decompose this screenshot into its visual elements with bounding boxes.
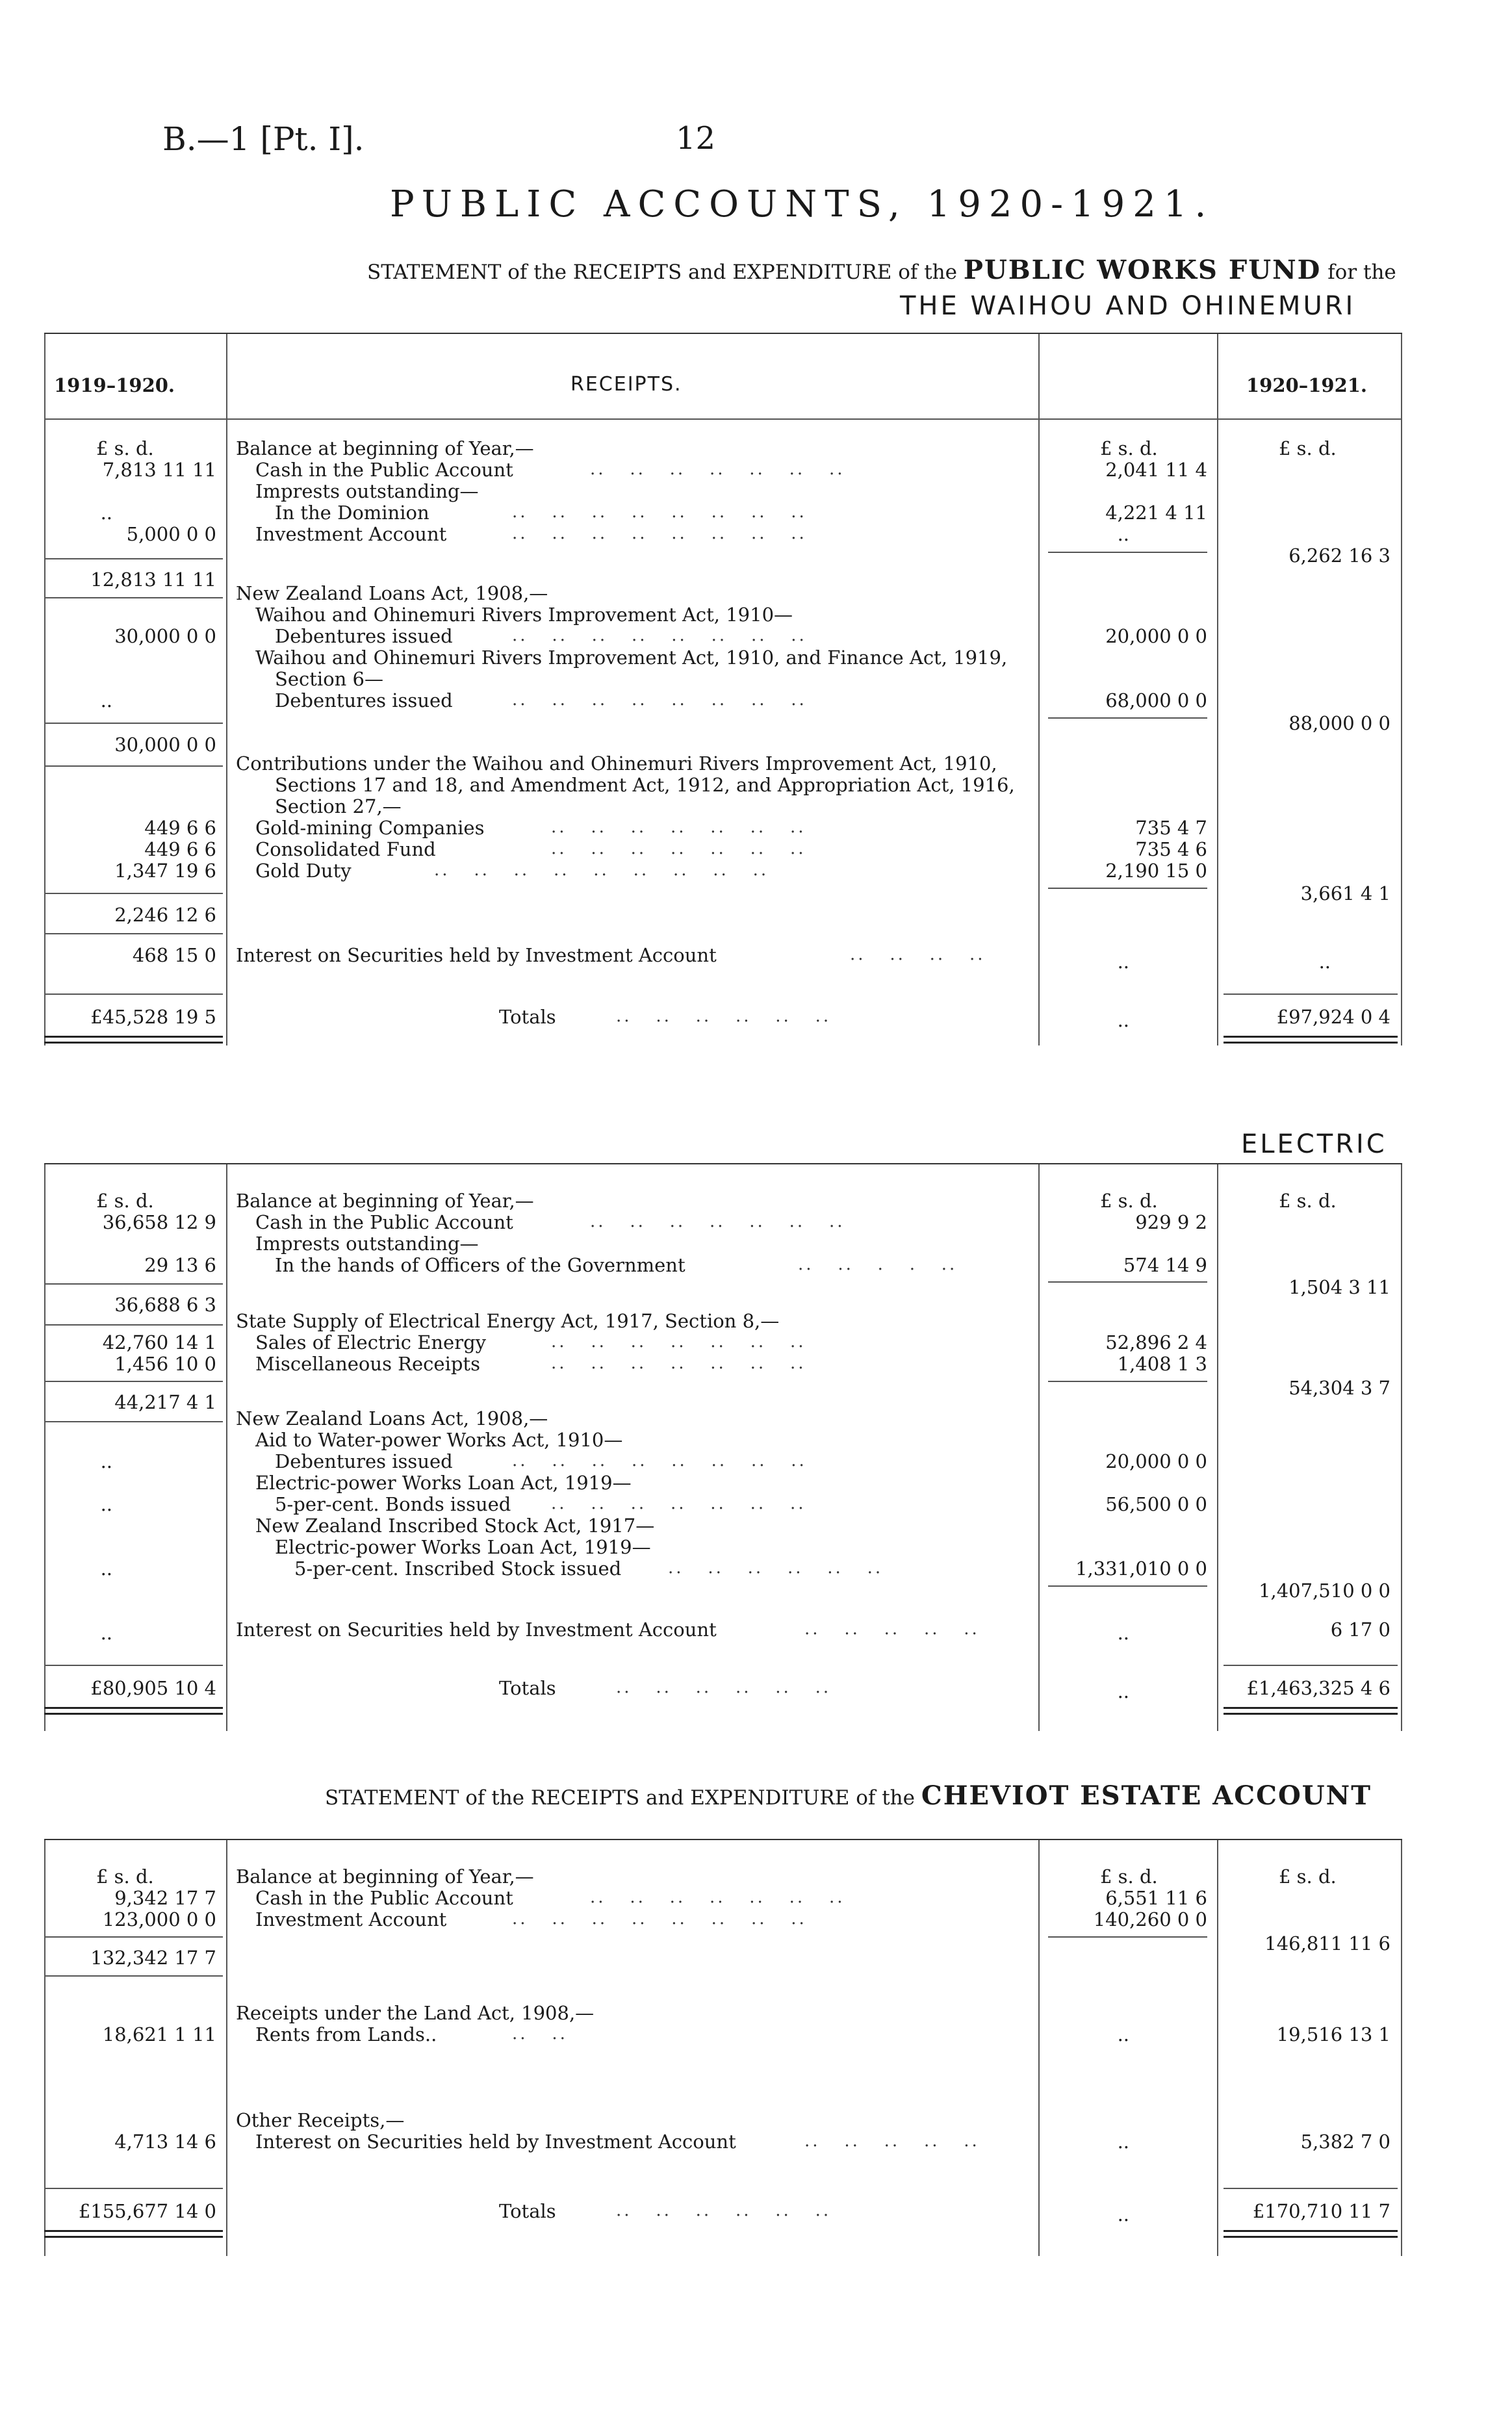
row-label: Waihou and Ohinemuri Rivers Improvement Act, 1910— — [255, 604, 793, 626]
row-prev-value: .. — [100, 1450, 112, 1472]
row-label: Sales of Electric Energy — [255, 1331, 487, 1353]
row-curr-a-value: 52,896 2 4 — [1105, 1331, 1207, 1353]
row-subtotal-prev: 30,000 0 0 — [114, 734, 216, 756]
row-label-totals: Totals — [499, 2200, 556, 2222]
row-curr-b-value: 5,382 7 0 — [1300, 2131, 1390, 2153]
receipts-table-electric — [44, 1163, 1402, 1731]
row-prev-value: .. — [100, 502, 112, 524]
row-prev-value: 449 6 6 — [144, 838, 216, 860]
row-curr-a-value: 2,190 15 0 — [1105, 860, 1207, 882]
row-curr-b-value: 19,516 13 1 — [1276, 2023, 1390, 2045]
statement-heading-1 — [367, 255, 1396, 285]
leader-dots: .. .. .. .. .. .. .. — [551, 817, 806, 837]
row-label: Interest on Securities held by Investment Account — [236, 1619, 717, 1641]
row-total-prev: £80,905 10 4 — [90, 1677, 216, 1699]
row-curr-a-value: 20,000 0 0 — [1105, 625, 1207, 647]
row-curr-a-value: .. — [1117, 951, 1129, 973]
row-label: State Supply of Electrical Energy Act, 1917, Section 8,— — [236, 1310, 780, 1332]
row-curr-a-value: 2,041 11 4 — [1105, 459, 1207, 481]
row-curr-a-value: 1,408 1 3 — [1117, 1353, 1207, 1375]
row-label: Aid to Water-power Works Act, 1910— — [255, 1429, 623, 1451]
row-label: New Zealand Loans Act, 1908,— — [236, 582, 548, 604]
row-label: Imprests outstanding— — [255, 1233, 479, 1255]
column-header-previous-year: 1919–1920. — [54, 374, 175, 396]
statement-account-name: CHEVIOT ESTATE ACCOUNT — [921, 1780, 1372, 1811]
row-prev-value: 123,000 0 0 — [102, 1908, 216, 1930]
lsd-header-prev: £ s. d. — [96, 1190, 154, 1212]
row-prev-value: .. — [100, 1622, 112, 1644]
leader-dots: .. .. .. .. .. .. — [668, 1558, 884, 1578]
leader-dots: .. .. .. .. .. .. — [616, 1006, 832, 1026]
row-curr-b-value: 54,304 3 7 — [1288, 1377, 1390, 1399]
row-label: Debentures issued — [275, 625, 453, 647]
row-total-prev: £45,528 19 5 — [90, 1006, 216, 1028]
row-label: 5-per-cent. Inscribed Stock issued — [294, 1558, 622, 1580]
row-label: Other Receipts,— — [236, 2109, 405, 2131]
row-prev-value: 9,342 17 7 — [114, 1887, 216, 1909]
leader-dots: .. .. .. .. .. — [804, 1619, 980, 1639]
row-label: Debentures issued — [275, 1450, 453, 1472]
column-header-current-year: 1920–1921. — [1246, 374, 1368, 396]
row-prev-value: 1,347 19 6 — [114, 860, 216, 882]
leader-dots: .. .. .. .. .. .. .. .. .. — [434, 860, 769, 880]
statement-heading-3 — [325, 1780, 1372, 1811]
statement-fund-name: PUBLIC WORKS FUND — [963, 255, 1322, 285]
row-curr-a-value: .. — [1117, 2023, 1129, 2045]
row-prev-value: 18,621 1 11 — [102, 2023, 216, 2045]
row-curr-b-value: 1,504 3 11 — [1288, 1276, 1390, 1298]
lsd-header-curr-b: £ s. d. — [1279, 437, 1337, 459]
lsd-header-curr-b: £ s. d. — [1279, 1865, 1337, 1888]
row-curr-a-value: 735 4 7 — [1135, 817, 1207, 839]
row-total-curr: £170,710 11 7 — [1252, 2200, 1390, 2222]
row-prev-value: 4,713 14 6 — [114, 2131, 216, 2153]
row-label: Cash in the Public Account — [255, 1211, 513, 1233]
row-curr-a-value: .. — [1117, 1680, 1129, 1702]
leader-dots: .. .. .. .. .. .. .. — [590, 459, 845, 479]
row-curr-b-value: 6,262 16 3 — [1288, 545, 1390, 567]
row-label: Balance at beginning of Year,— — [236, 1190, 534, 1212]
row-label: Electric-power Works Loan Act, 1919— — [275, 1536, 651, 1558]
page-title: PUBLIC ACCOUNTS, 1920-1921. — [390, 183, 1214, 225]
row-total-prev: £155,677 14 0 — [78, 2200, 216, 2222]
row-label: Section 27,— — [275, 795, 402, 817]
lsd-header-prev: £ s. d. — [96, 1865, 154, 1888]
statement-suffix: for the — [1327, 261, 1396, 284]
row-label-totals: Totals — [499, 1006, 556, 1028]
row-curr-b-value: .. — [1318, 951, 1331, 973]
row-curr-a-value: 574 14 9 — [1123, 1254, 1207, 1276]
section-subtitle-1: THE WAIHOU AND OHINEMURI — [900, 291, 1356, 321]
lsd-header-curr-b: £ s. d. — [1279, 1190, 1337, 1212]
row-label: Consolidated Fund — [255, 838, 436, 860]
row-label: Electric-power Works Loan Act, 1919— — [255, 1472, 632, 1494]
row-label: Section 6— — [275, 668, 384, 690]
row-prev-value: 449 6 6 — [144, 817, 216, 839]
row-subtotal-prev: 2,246 12 6 — [114, 904, 216, 926]
leader-dots: .. .. .. .. .. .. — [616, 1678, 832, 1697]
row-curr-b-value: 88,000 0 0 — [1288, 712, 1390, 734]
leader-dots: .. .. .. .. .. .. .. — [551, 1494, 806, 1513]
row-subtotal-prev: 132,342 17 7 — [90, 1947, 216, 1969]
row-label: Interest on Securities held by Investment Account — [255, 2131, 736, 2153]
row-total-curr: £97,924 0 4 — [1276, 1006, 1390, 1028]
receipts-table-cheviot — [44, 1839, 1402, 2256]
leader-dots: .. .. .. .. .. .. .. — [551, 1353, 806, 1373]
row-curr-a-value: .. — [1117, 2203, 1129, 2225]
row-curr-b-value: 3,661 4 1 — [1300, 882, 1390, 904]
row-label: Gold-mining Companies — [255, 817, 485, 839]
row-curr-a-value: 6,551 11 6 — [1105, 1887, 1207, 1909]
row-label: Imprests outstanding— — [255, 480, 479, 502]
leader-dots: .. .. .. .. .. .. .. .. — [512, 1451, 807, 1470]
leader-dots: .. .. .. .. .. .. — [616, 2201, 832, 2220]
row-label-totals: Totals — [499, 1677, 556, 1699]
lsd-header-prev: £ s. d. — [96, 437, 154, 459]
row-curr-a-value: 1,331,010 0 0 — [1075, 1558, 1207, 1580]
row-curr-a-value: 4,221 4 11 — [1105, 502, 1207, 524]
row-prev-value: 1,456 10 0 — [114, 1353, 216, 1375]
row-prev-value: 30,000 0 0 — [114, 625, 216, 647]
row-curr-a-value: 140,260 0 0 — [1093, 1908, 1207, 1930]
statement-prefix: STATEMENT of the RECEIPTS and EXPENDITURE of the — [367, 261, 957, 284]
row-prev-value: 36,658 12 9 — [102, 1211, 216, 1233]
row-prev-value: 42,760 14 1 — [102, 1331, 216, 1353]
row-prev-value: .. — [100, 1558, 112, 1580]
row-label: Investment Account — [255, 523, 447, 545]
row-prev-value: 7,813 11 11 — [102, 459, 216, 481]
section-subtitle-2: ELECTRIC — [1241, 1129, 1387, 1159]
row-prev-value: .. — [100, 1493, 112, 1515]
row-prev-value: 5,000 0 0 — [126, 523, 216, 545]
row-curr-a-value: .. — [1117, 1622, 1129, 1644]
row-label: New Zealand Inscribed Stock Act, 1917— — [255, 1515, 655, 1537]
row-label: Receipts under the Land Act, 1908,— — [236, 2002, 595, 2024]
leader-dots: .. .. .. .. .. .. .. .. — [512, 502, 807, 522]
leader-dots: .. .. .. .. .. — [804, 2131, 980, 2151]
row-curr-b-value: 146,811 11 6 — [1264, 1932, 1390, 1955]
row-label: In the hands of Officers of the Government — [275, 1254, 686, 1276]
leader-dots: .. .. .. .. — [850, 945, 986, 964]
leader-dots: .. .. .. .. .. .. .. .. — [512, 626, 807, 645]
row-total-curr: £1,463,325 4 6 — [1246, 1677, 1390, 1699]
row-label: Miscellaneous Receipts — [255, 1353, 480, 1375]
row-subtotal-prev: 12,813 11 11 — [90, 569, 216, 591]
leader-dots: .. .. .. .. .. .. .. .. — [512, 1909, 807, 1929]
row-label: Interest on Securities held by Investment Account — [236, 944, 717, 966]
column-header-receipts: RECEIPTS. — [570, 373, 682, 396]
lsd-header-curr-a: £ s. d. — [1100, 437, 1158, 459]
row-label: Contributions under the Waihou and Ohinemuri Rivers Improvement Act, 1910, — [236, 752, 997, 775]
row-label: Balance at beginning of Year,— — [236, 437, 534, 459]
row-curr-a-value: .. — [1117, 523, 1129, 545]
row-curr-a-value: .. — [1117, 1009, 1129, 1031]
row-label: Debentures issued — [275, 689, 453, 711]
row-label: Balance at beginning of Year,— — [236, 1865, 534, 1888]
leader-dots: .. .. .. .. .. .. .. — [551, 839, 806, 858]
row-curr-a-value: 68,000 0 0 — [1105, 689, 1207, 711]
row-label: In the Dominion — [275, 502, 429, 524]
row-curr-a-value: 56,500 0 0 — [1105, 1493, 1207, 1515]
row-label: Investment Account — [255, 1908, 447, 1930]
row-curr-a-value: 929 9 2 — [1135, 1211, 1207, 1233]
lsd-header-curr-a: £ s. d. — [1100, 1190, 1158, 1212]
row-label: Waihou and Ohinemuri Rivers Improvement Act, 1910, and Finance Act, 1919, — [255, 647, 1008, 669]
row-label: Rents from Lands.. — [255, 2023, 437, 2045]
row-prev-value: 468 15 0 — [132, 944, 216, 966]
row-curr-a-value: 735 4 6 — [1135, 838, 1207, 860]
document-reference: B.—1 [Pt. I]. — [162, 120, 365, 158]
row-curr-b-value: 1,407,510 0 0 — [1259, 1580, 1390, 1602]
row-label: Sections 17 and 18, and Amendment Act, 1912, and Appropriation Act, 1916, — [275, 774, 1015, 796]
row-label: 5-per-cent. Bonds issued — [275, 1493, 511, 1515]
leader-dots: .. .. — [512, 2024, 568, 2044]
row-label: Cash in the Public Account — [255, 459, 513, 481]
lsd-header-curr-a: £ s. d. — [1100, 1865, 1158, 1888]
row-subtotal-prev: 36,688 6 3 — [114, 1294, 216, 1316]
leader-dots: .. .. .. .. .. .. .. .. — [512, 690, 807, 710]
leader-dots: .. .. .. .. .. .. .. — [590, 1888, 845, 1907]
row-curr-b-value: 6 17 0 — [1330, 1619, 1390, 1641]
leader-dots: .. .. .. .. .. .. .. — [551, 1332, 806, 1352]
row-subtotal-prev: 44,217 4 1 — [114, 1391, 216, 1413]
statement-prefix: STATEMENT of the RECEIPTS and EXPENDITURE of the — [325, 1786, 915, 1810]
leader-dots: .. .. .. .. .. .. .. — [590, 1212, 845, 1231]
row-curr-a-value: .. — [1117, 2131, 1129, 2153]
page-number: 12 — [676, 120, 716, 157]
row-label: Cash in the Public Account — [255, 1887, 513, 1909]
row-label: Gold Duty — [255, 860, 352, 882]
row-prev-value: 29 13 6 — [144, 1254, 216, 1276]
row-curr-a-value: 20,000 0 0 — [1105, 1450, 1207, 1472]
leader-dots: .. .. . . .. — [798, 1255, 958, 1274]
row-prev-value: .. — [100, 689, 112, 711]
receipts-table-waihou — [44, 333, 1402, 1045]
row-label: New Zealand Loans Act, 1908,— — [236, 1407, 548, 1429]
leader-dots: .. .. .. .. .. .. .. .. — [512, 524, 807, 543]
